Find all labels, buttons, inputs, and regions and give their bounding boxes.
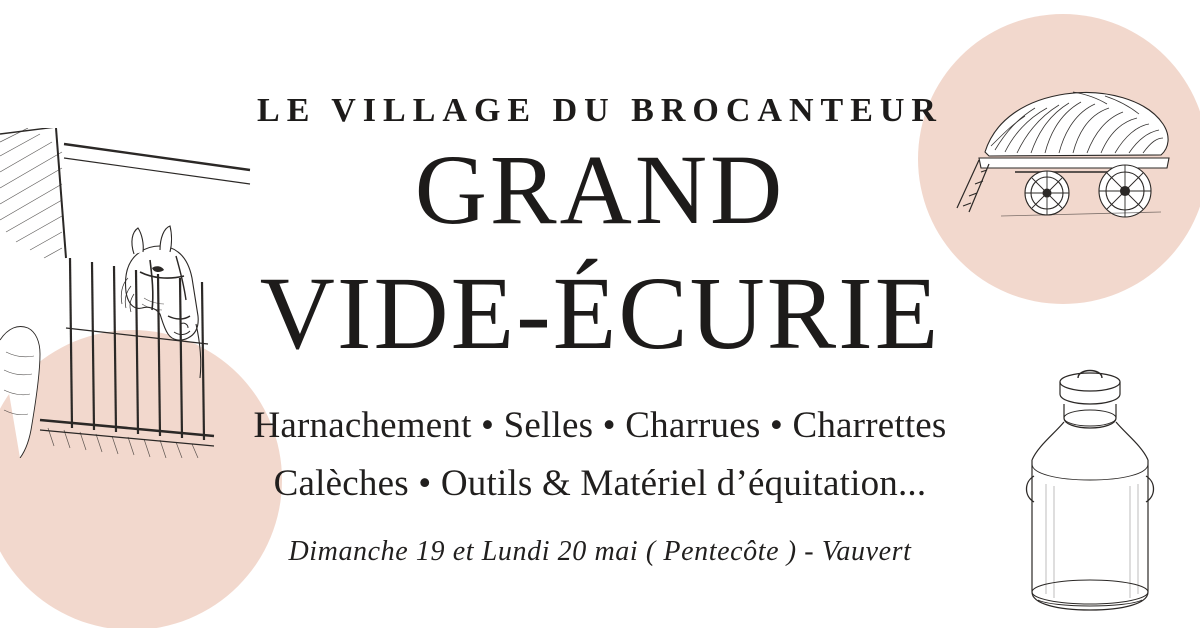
organizer-name: LE VILLAGE DU BROCANTEUR — [257, 92, 943, 129]
categories-line-1: Harnachement • Selles • Charrues • Charrettes — [253, 405, 947, 446]
headline-line-1: GRAND — [414, 134, 786, 245]
headline-line-2: VIDE-ÉCURIE — [259, 256, 941, 371]
date-and-location: Dimanche 19 et Lundi 20 mai ( Pentecôte ) - Vauvert — [288, 536, 912, 567]
categories-line-2: Calèches • Outils & Matériel d’équitation... — [273, 463, 927, 504]
